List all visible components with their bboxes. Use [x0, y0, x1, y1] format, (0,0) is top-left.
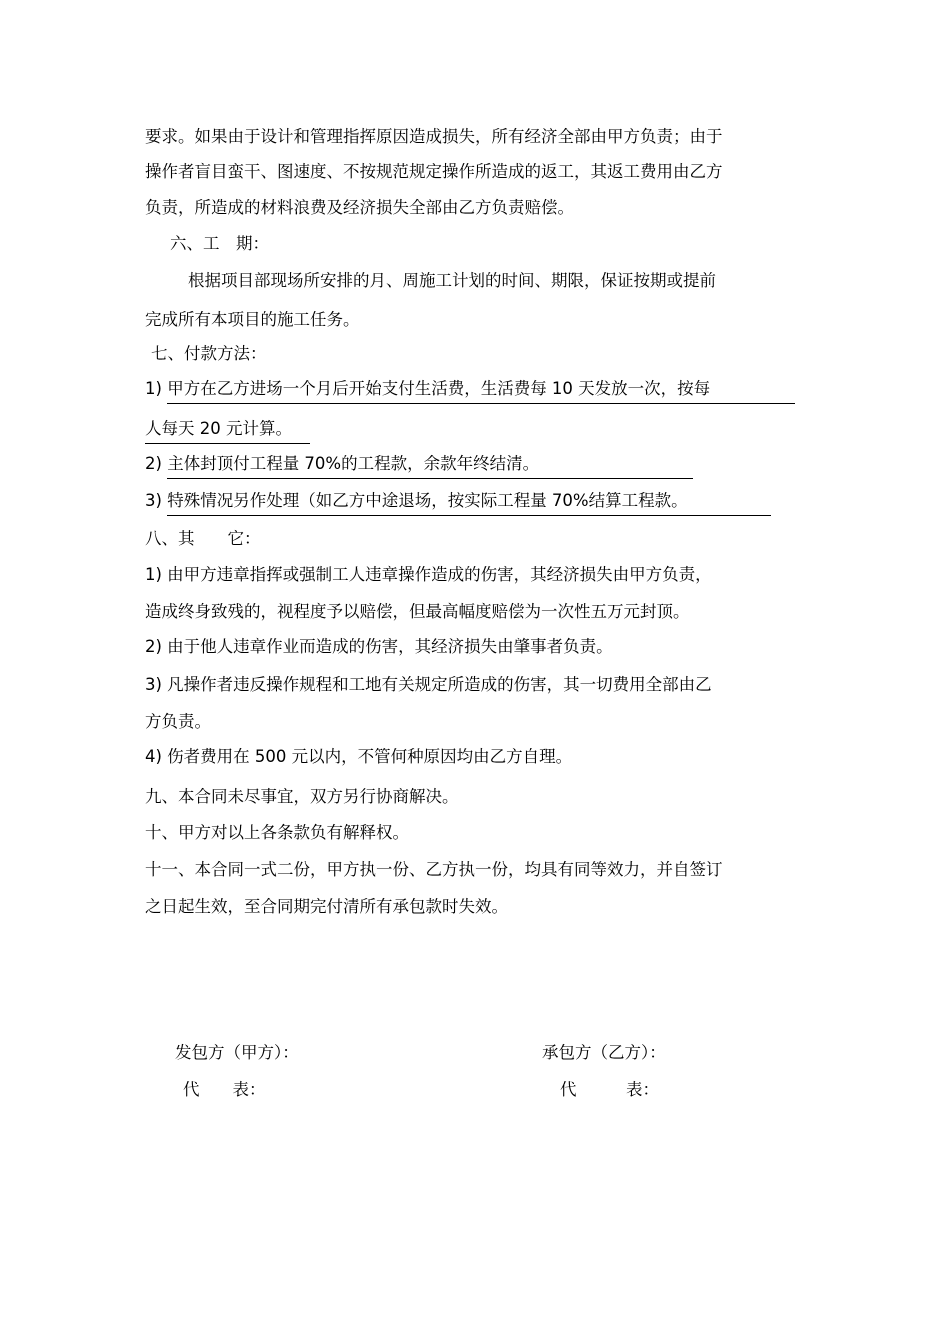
sec7-item-2-num: 2) [145, 454, 162, 473]
sec6-line-2: 完成所有本项目的施工任务。 [145, 310, 360, 329]
sec8-item-2: 2) 由于他人违章作业而造成的伤害，其经济损失由肇事者负责。 [145, 637, 613, 656]
sec7-item-3 [145, 490, 771, 516]
sec6-heading: 六、工 期： [170, 234, 269, 253]
party-a-rep: 代 表： [183, 1080, 266, 1099]
sec10: 十、甲方对以上各条款负有解释权。 [145, 823, 409, 842]
intro-line-2: 操作者盲目蛮干、图速度、不按规范规定操作所造成的返工，其返工费用由乙方 [145, 162, 723, 181]
sec11-line-1: 十一、本合同一式二份，甲方执一份、乙方执一份，均具有同等效力，并自签订 [145, 860, 723, 879]
sec8-item-4: 4) 伤者费用在 500 元以内，不管何种原因均由乙方自理。 [145, 747, 573, 766]
sec7-heading: 七、付款方法： [151, 344, 267, 363]
intro-line-1: 要求。如果由于设计和管理指挥原因造成损失，所有经济全部由甲方负责；由于 [145, 127, 723, 146]
sec8-item-3-line-2: 方负责。 [145, 712, 211, 731]
sec7-item-1-text: 甲方在乙方进场一个月后开始支付生活费，生活费每 10 天发放一次，按每 [167, 378, 795, 404]
sec7-item-2-text: 主体封顶付工程量 70%的工程款，余款年终结清。 [167, 453, 693, 479]
sec8-item-1-line-2: 造成终身致残的，视程度予以赔偿，但最高幅度赔偿为一次性五万元封顶。 [145, 602, 690, 621]
party-a-label: 发包方（甲方）： [175, 1043, 299, 1062]
sec8-item-1-line-1: 1) 由甲方违章指挥或强制工人违章操作造成的伤害，其经济损失由甲方负责， [145, 565, 712, 584]
sec9: 九、本合同未尽事宜，双方另行协商解决。 [145, 787, 459, 806]
party-b-rep: 代 表： [560, 1080, 659, 1099]
sec7-item-1-text-2: 人每天 20 元计算。 [145, 418, 310, 444]
sec7-item-3-text: 特殊情况另作处理（如乙方中途退场，按实际工程量 70%结算工程款。 [167, 490, 771, 516]
sec11-line-2: 之日起生效，至合同期完付清所有承包款时失效。 [145, 897, 508, 916]
sec8-item-3-line-1: 3) 凡操作者违反操作规程和工地有关规定所造成的伤害，其一切费用全部由乙 [145, 675, 712, 694]
party-b-label: 承包方（乙方）： [542, 1043, 666, 1062]
sec7-item-2 [145, 453, 693, 479]
sec7-item-1-num: 1) [145, 379, 162, 398]
sec6-line-1: 根据项目部现场所安排的月、周施工计划的时间、期限，保证按期或提前 [188, 271, 716, 290]
intro-line-3: 负责，所造成的材料浪费及经济损失全部由乙方负责赔偿。 [145, 198, 574, 217]
sec7-item-3-num: 3) [145, 491, 162, 510]
sec7-item-1 [145, 378, 795, 404]
sec8-heading: 八、其 它： [145, 529, 261, 548]
sec7-item-1-cont [145, 418, 310, 444]
